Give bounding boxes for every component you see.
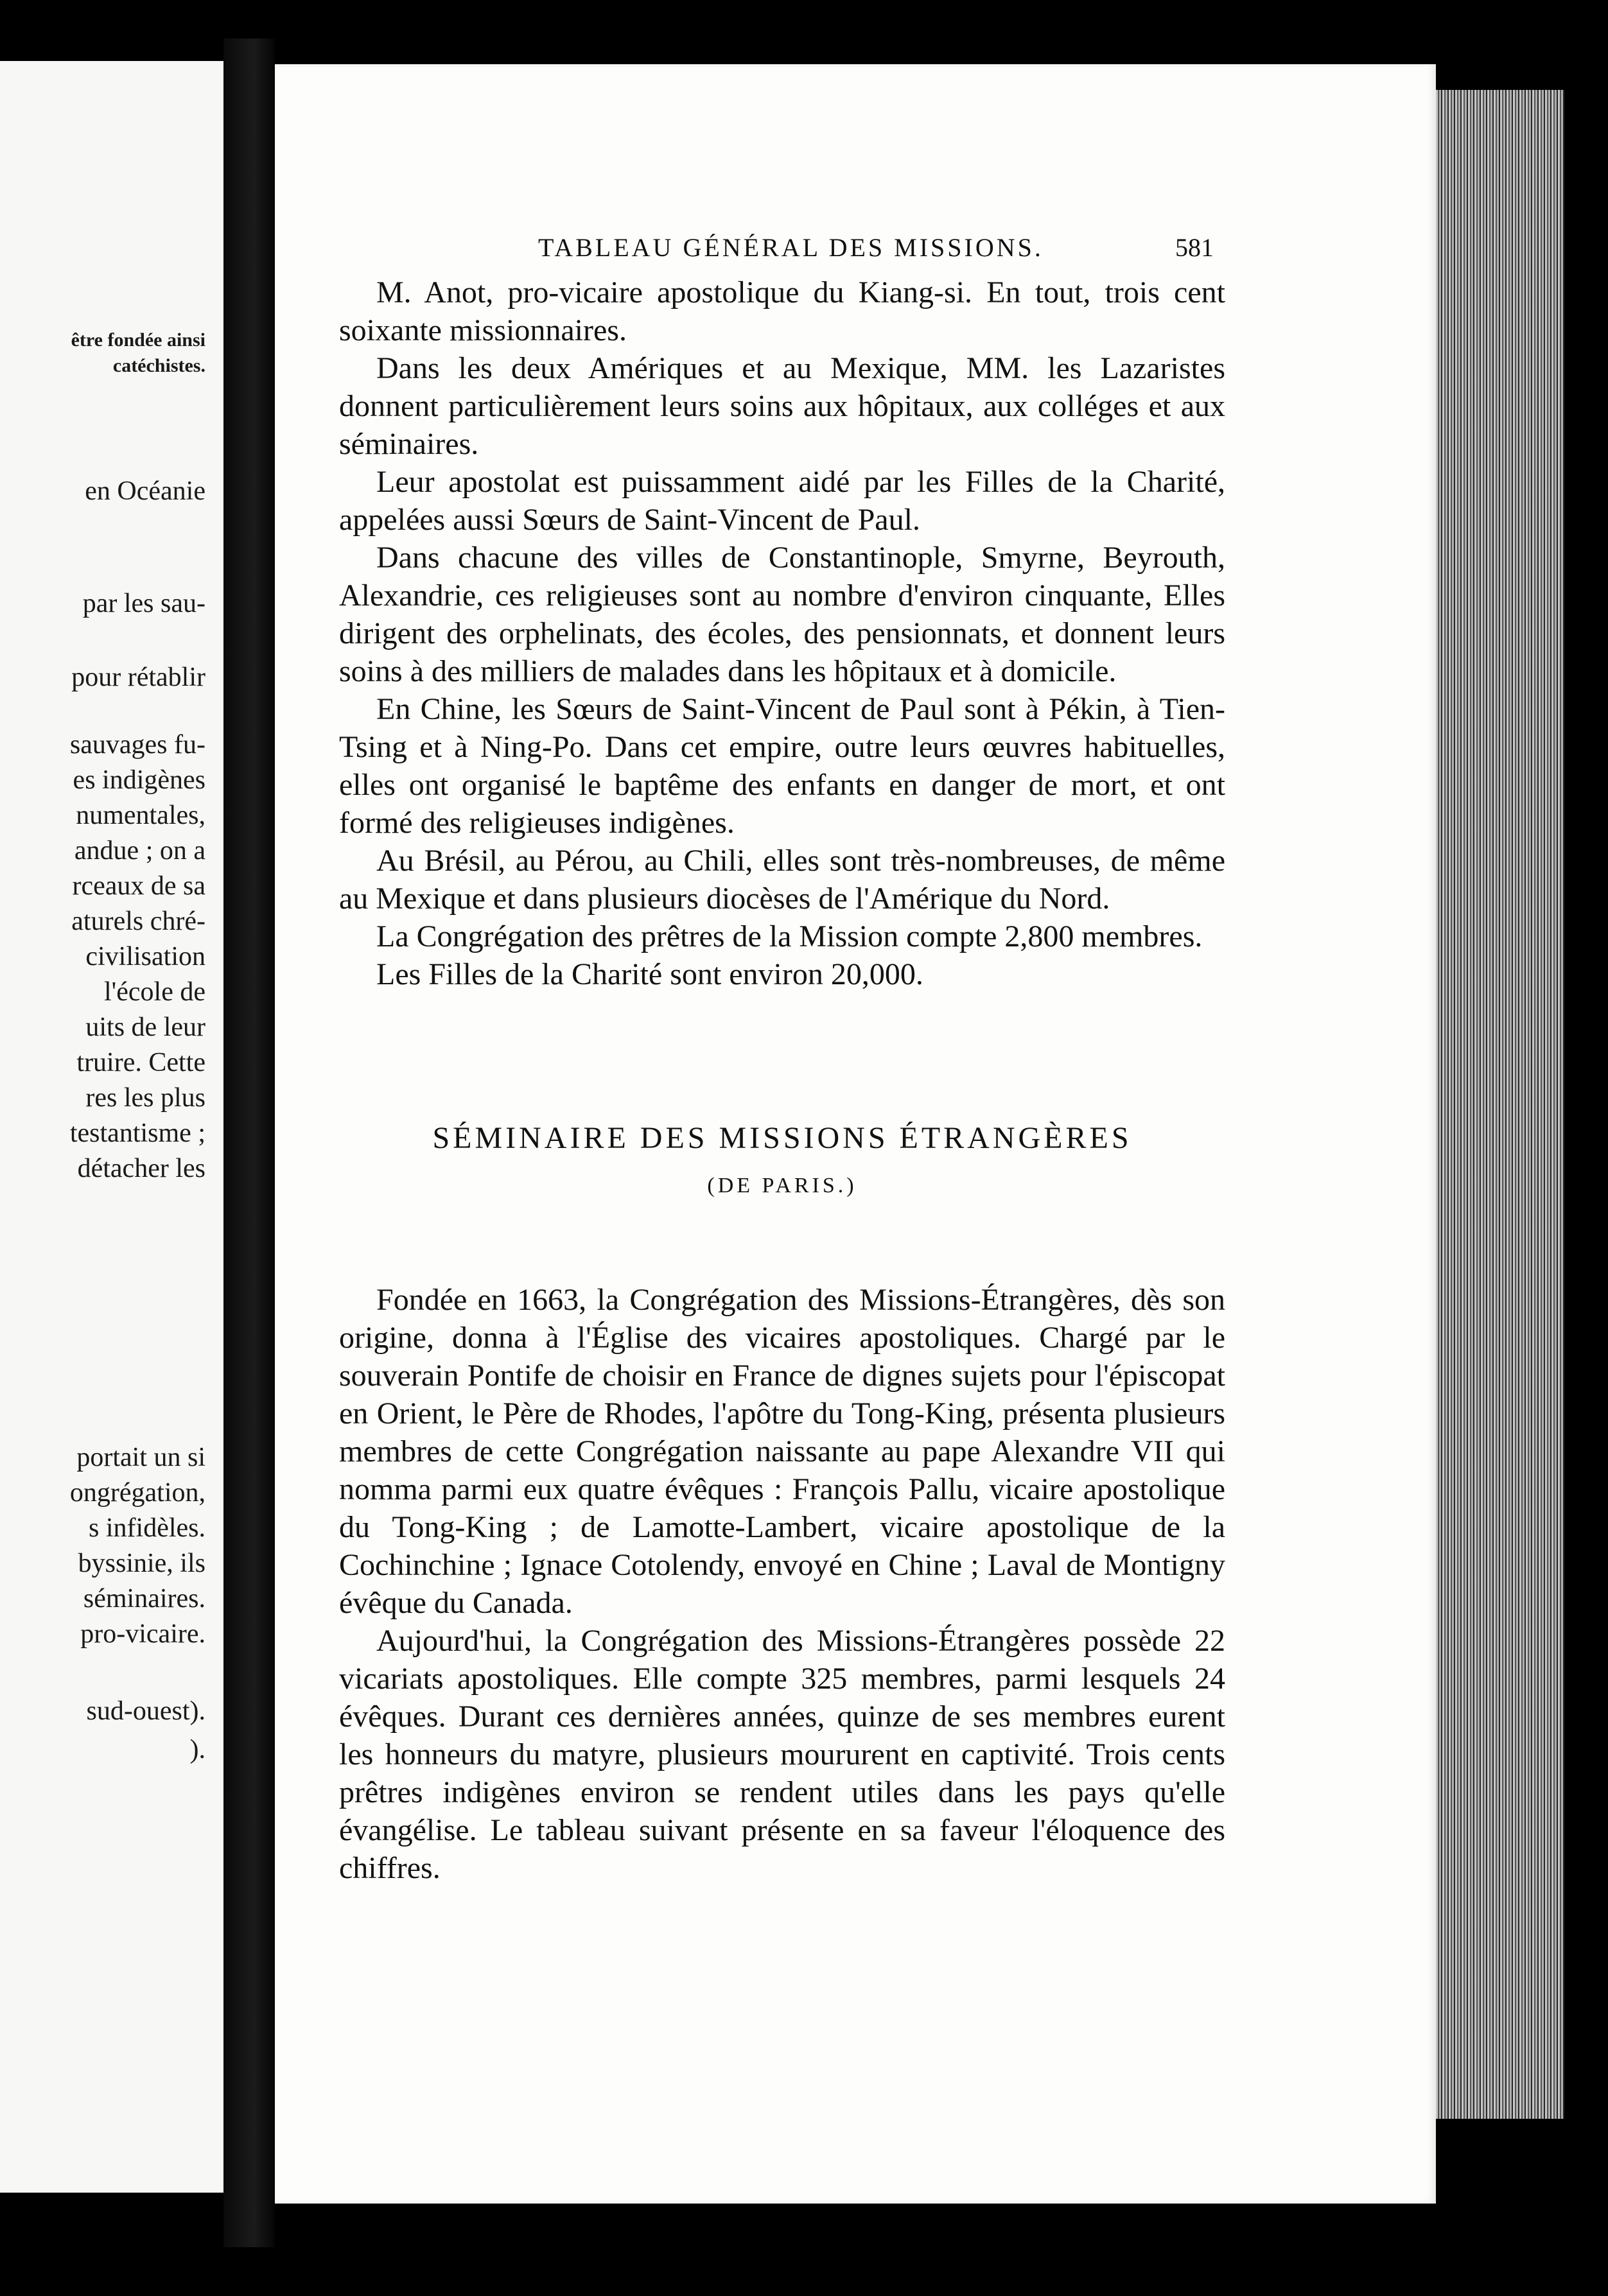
facing-page-line: res les plus: [85, 1083, 205, 1113]
facing-page-line: ).: [189, 1735, 205, 1764]
facing-page-line: byssinie, ils: [78, 1549, 205, 1578]
facing-page-line: être fondée ainsi: [71, 329, 205, 351]
paragraph: Au Brésil, au Pérou, au Chili, elles sont très-nombreuses, de même au Mexique et dans plusieurs diocèses de l'Amérique du Nord.: [339, 844, 1225, 916]
facing-page-line: sauvages fu-: [69, 730, 205, 760]
paragraph: Leur apostolat est puissamment aidé par les Filles de la Charité, appelées aussi Sœurs de Saint-Vincent de Paul.: [339, 465, 1225, 537]
paragraph: Dans chacune des villes de Constantinople, Smyrne, Beyrouth, Alexandrie, ces religieuses sont au nombre d'environ cinquante, Elles dirigent des orphelinats, des écoles, des pensionnats, et donnent leurs soins à des milliers de malades dans les hôpitaux et à domicile.: [339, 541, 1225, 688]
facing-page-line: rceaux de sa: [72, 871, 205, 901]
facing-page-line: pour rétablir: [71, 663, 205, 692]
facing-page-line: ongrégation,: [69, 1478, 205, 1508]
facing-page-line: uits de leur: [85, 1013, 205, 1042]
facing-page-line: testantisme ;: [69, 1118, 205, 1148]
paragraph: En Chine, les Sœurs de Saint-Vincent de Paul sont à Pékin, à Tien-Tsing et à Ning-Po. Dans cet empire, outre leurs œuvres habituelles, elles ont organisé le baptême des enfants en danger de mort, et ont formé des religieuses indigènes.: [339, 692, 1225, 840]
lazaristes-text-block: [339, 274, 1225, 993]
facing-page-line: truire. Cette: [76, 1048, 205, 1077]
facing-page-line: sud-ouest).: [86, 1696, 205, 1726]
facing-page-line: portait un si: [76, 1443, 205, 1472]
book-gutter: [223, 39, 275, 2247]
paragraph: Dans les deux Amériques et au Mexique, MM. les Lazaristes donnent particulièrement leurs soins aux hôpitaux, aux colléges et aux séminaires.: [339, 351, 1225, 461]
facing-page-line: par les sau-: [82, 589, 205, 618]
facing-page-line: numentales,: [76, 801, 205, 830]
paragraph: M. Anot, pro-vicaire apostolique du Kiang-si. En tout, trois cent soixante missionnaires.: [339, 275, 1225, 347]
page-number: 581: [1175, 233, 1214, 262]
book-page: [275, 64, 1436, 2204]
paragraph: La Congrégation des prêtres de la Mission compte 2,800 membres.: [376, 919, 1203, 953]
facing-page-line: détacher les: [77, 1154, 205, 1183]
facing-page-line: pro-vicaire.: [80, 1619, 205, 1649]
paragraph: Les Filles de la Charité sont environ 20,000.: [376, 957, 923, 991]
facing-page-line: aturels chré-: [71, 907, 205, 936]
missions-etrangeres-text-block: [339, 1281, 1225, 1887]
running-title: TABLEAU GÉNÉRAL DES MISSIONS.: [538, 233, 1044, 262]
facing-page-fragment: [0, 61, 223, 2193]
section-subtitle: (DE PARIS.): [707, 1174, 857, 1197]
facing-page-line: l'école de: [104, 977, 205, 1007]
facing-page-line: s infidèles.: [89, 1513, 205, 1543]
paragraph: Fondée en 1663, la Congrégation des Missions-Étrangères, dès son origine, donna à l'Église des vicaires apostoliques. Chargé par le souverain Pontife de choisir en France de dignes sujets pour l'épiscopat en Orient, le Père de Rhodes, l'apôtre du Tong-King, présenta plusieurs membres de cette Congrégation naissante au pape Alexandre VII qui nomma parmi eux quatre évêques : François Pallu, vicaire apostolique du Tong-King ; de Lamotte-Lambert, vicaire apostolique de la Cochinchine ; Ignace Cotolendy, envoyé en Chine ; Laval de Montigny évêque du Canada.: [339, 1283, 1225, 1620]
section-title: SÉMINAIRE DES MISSIONS ÉTRANGÈRES: [432, 1121, 1132, 1155]
paragraph: Aujourd'hui, la Congrégation des Missions-Étrangères possède 22 vicariats apostoliques. Elle compte 325 membres, parmi lesquels 24 évêques. Durant ces dernières années, quinze de ses membres eurent les honneurs du matyre, plusieurs moururent en captivité. Trois cents prêtres indigènes environ se rendent utiles dans les pays qu'elle évangélise. Le tableau suivant présente en sa faveur l'éloquence des chiffres.: [339, 1624, 1225, 1885]
running-head: [275, 232, 1436, 271]
facing-page-line: catéchistes.: [112, 355, 205, 376]
facing-page-line: séminaires.: [83, 1584, 205, 1613]
facing-page-line: es indigènes: [73, 765, 205, 795]
page-edges: [1436, 90, 1564, 2119]
facing-page-line: en Océanie: [85, 476, 205, 506]
facing-page-line: civilisation: [85, 942, 205, 971]
facing-page-line: andue ; on a: [74, 836, 205, 865]
